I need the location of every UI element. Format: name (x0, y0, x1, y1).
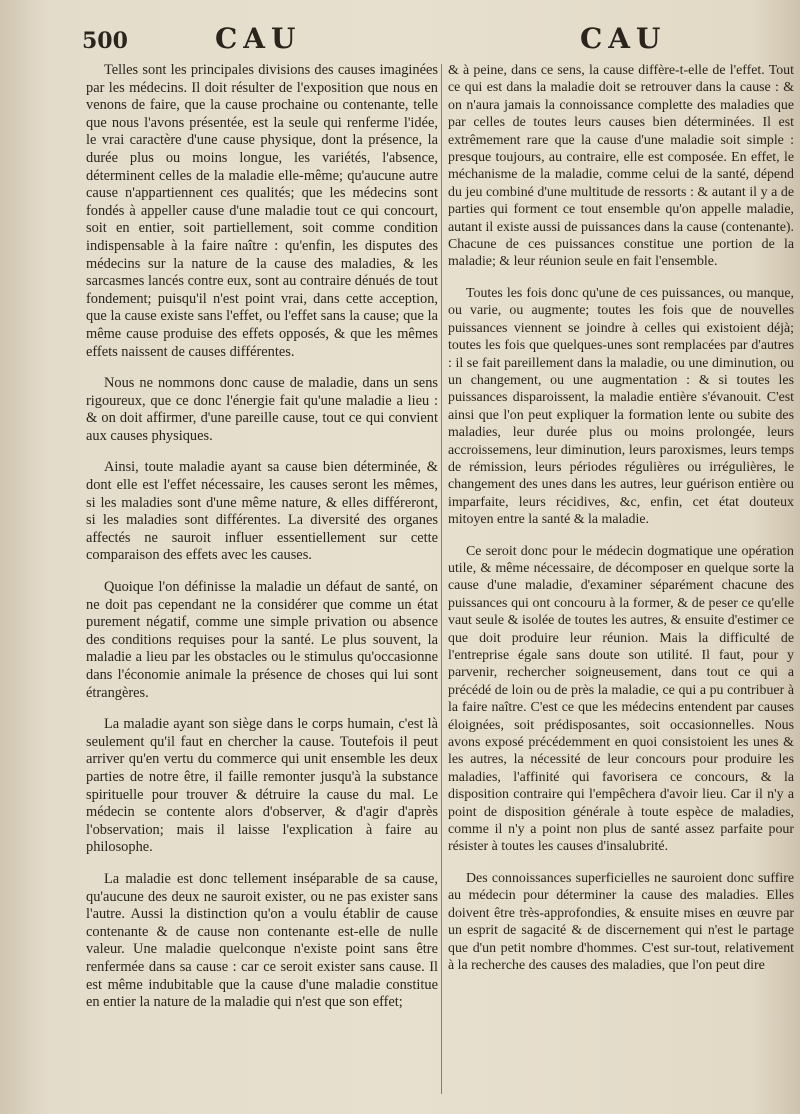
paragraph: & à peine, dans ce sens, la cause diffère-t-elle de l'effet. Tout ce qui est dans la maladie doit se retrouver dans la cause : & on n'aura jamais la connoissance complette des maladies que par celles de toutes leurs causes bien déterminées. Il est extrêmement rare que la cause d'une maladie soit simple : presque toujours, au contraire, elle est composée. En effet, le méchanisme de la maladie, comme celui de la santé, dépend du jeu combiné d'une multitude de ressorts : & autant il y a de parties qui forment ce tout ensemble qu'on appelle maladie, autant il existe aussi de puissances dans la cause (contenante). Chacune de ces puissances constitue une portion de la maladie; & leur réunion seule en fait l'ensemble. (448, 63, 794, 270)
running-head-left: CAU (215, 22, 302, 55)
running-head-right: CAU (580, 22, 667, 55)
paragraph: Nous ne nommons donc cause de maladie, dans un sens rigoureux, que ce donc l'énergie fait qu'une maladie a lieu : & on doit affirmer, d'une pareille cause, tout ce qui convient aux causes physiques. (86, 375, 438, 444)
paragraph: Quoique l'on définisse la maladie un défaut de santé, on ne doit pas cependant ne la considérer que comme un état purement négatif, comme une simple privation ou absence des conditions requises pour la santé. Le plus souvent, la maladie a lieu par les obstacles ou le stimulus qu'occasionne dans l'économie animale la présence de choses qui lui sont étrangères. (86, 579, 438, 701)
page-header (0, 22, 800, 62)
paragraph: Ainsi, toute maladie ayant sa cause bien déterminée, & dont elle est l'effet nécessaire, les causes seront les mêmes, si les maladies sont d'une même nature, & elles différeront, si les maladies sont différentes. La diversité des organes affectés ne sauroit influer essentiellement sur cette comparaison des effets avec les causes. (86, 459, 438, 564)
left-column (86, 62, 438, 1102)
column-divider (441, 64, 442, 1094)
paragraph: Telles sont les principales divisions des causes imaginées par les médecins. Il doit résulter de l'exposition que nous en venons de faire, que la cause prochaine ou contenante, telle que nous l'avons présentée, est la seule qui renferme l'idée, le vrai caractère d'une cause physique, dont la présence, la durée plus ou moins longue, les variétés, l'absence, déterminent celles de la maladie elle-même; qu'aucune autre cause n'appartiennent ces qualités; que les médecins sont fondés à appeller cause d'une maladie tout ce qui concourt, soit en entier, soit partiellement, soit comme condition indispensable à la faire naître : qu'enfin, les disputes des médecins sur la nature de la cause des maladies, & les sarcasmes lancés contre eux, sont au contraire dénués de tout fondement; puisqu'il n'est point vrai, dans cette acception, que la cause existe sans l'effet, ou l'effet sans la cause; que la même cause produise des effets opposés, & que les mêmes effets naissent de causes différentes. (86, 62, 438, 360)
paragraph: La maladie ayant son siège dans le corps humain, c'est là seulement qu'il faut en chercher la cause. Toutefois il peut arriver qu'en vertu du commerce qui unit ensemble les deux parties de notre être, il faille remonter jusqu'à la substance spirituelle pour trouver & détruire la cause du mal. Le médecin se contente alors d'observer, & d'agir d'après l'observation; mais il laisse l'explication à faire au philosophe. (86, 716, 438, 856)
paragraph: Des connoissances superficielles ne sauroient donc suffire au médecin pour déterminer la cause des maladies. Elles doivent être très-approfondies, & ensuite mises en œuvre par un esprit de sagacité & de discernement qui n'est le partage que d'un petit nombre d'hommes. C'est sur-tout, relativement à la recherche des causes des maladies, que l'on peut dire (448, 870, 794, 973)
right-column (448, 62, 794, 1102)
paragraph: Ce seroit donc pour le médecin dogmatique une opération utile, & même nécessaire, de décomposer en quelque sorte la cause d'une maladie, d'examiner séparément chacune des puissances qui ont concouru à la former, & de peser ce qu'elle vaut seule & isolée de toutes les autres, & ensuite d'estimer ce que doit produire leur réunion. Mais la difficulté de l'entreprise égale sans doute son utilité. Il faut, pour y parvenir, rechercher soigneusement, dans tout ce qui a précédé de loin ou de près la maladie, ce qui a pu contribuer à la faire naître. C'est ce que les médecins entendent par causes éloignées, soit prédisposantes, soit occasionnelles. Nous avons exposé précédemment en quoi consistoient les unes & les autres, la nécessité de leur concours pour produire les maladies, l'affinité qui favorisera ce concours, & la disposition contraire qui l'empêchera d'avoir lieu. Car il n'y a point de disposition générale à toute espèce de maladies, comme il n'y a point non plus de santé assez parfaite pour résister à toutes les causes d'insalubrité. (448, 543, 794, 855)
page-number: 500 (82, 28, 128, 54)
paragraph: La maladie est donc tellement inséparable de sa cause, qu'aucune des deux ne sauroit exister, ou ne pas exister sans l'autre. Aussi la distinction qu'on a voulu établir de cause contenante & de cause non contenante est-elle de nulle valeur. Une maladie quelconque n'existe point sans être renfermée dans sa cause : car ce seroit exister sans cause. Il est même indubitable que la cause d'une maladie constitue en entier la nature de la maladie qui n'est que son effet; (86, 870, 438, 1011)
paragraph: Toutes les fois donc qu'une de ces puissances, ou manque, ou varie, ou augmente; toutes les fois que de nouvelles puissances viennent se joindre à celles qui existoient déjà; toutes les fois que quelques-unes sont remplacées par d'autres : il se fait pareillement dans la maladie, ou une diminution, ou un changement, ou une augmentation : & si toutes les puissances disparoissent, la maladie entière s'évanouit. C'est ainsi que l'on peut expliquer la formation lente ou subite des maladies, leur durée plus ou moins prolongée, leurs accroissemens, leur diminution, leurs paroxismes, leurs temps de rémission, leurs périodes régulières ou irrégulières, le changement des unes dans les autres, leur guérison entière ou imparfaite, leurs récidives, &c, enfin, cet état douteux mitoyen entre la santé & la maladie. (448, 285, 794, 528)
